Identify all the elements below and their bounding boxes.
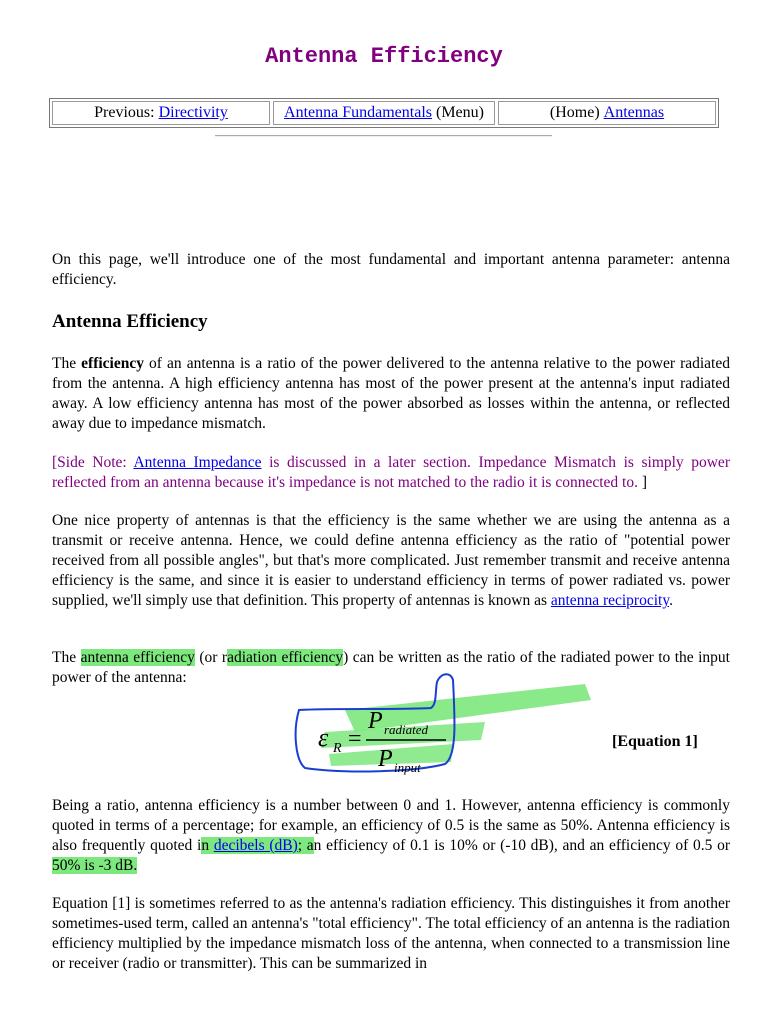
efficiency-term: efficiency bbox=[81, 355, 144, 372]
nav-cell-menu bbox=[273, 101, 495, 125]
text: [Side Note: bbox=[52, 454, 134, 471]
efficiency-paragraph bbox=[52, 354, 730, 434]
text: One nice property of antennas is that the efficiency is the same whether we are using the antenna as a transmit or receive antenna. Hence, we could define antenna efficiency as the ratio of "potential power received from all possible angles", but that's more complicated. Just remember transmit and receive antenna efficiency is the same, and since it is easier to understand efficiency in terms of power radiated vs. power supplied, we'll simply use that definition. This property of antennas is known as bbox=[52, 512, 730, 609]
nav-home-link[interactable]: Antennas bbox=[603, 104, 665, 121]
page-title: Antenna Efficiency bbox=[265, 44, 503, 69]
text: . bbox=[133, 857, 138, 874]
nav-previous-label: Previous: bbox=[94, 104, 159, 121]
total-efficiency-paragraph: Equation [1] is sometimes referred to as the antenna's radiation efficiency. This distinguishes it from another sometimes-used term, called an antenna's "total efficiency". The total efficiency of an antenna is the radiation efficiency multiplied by the impedance mismatch loss of the antenna, when connected to a transmission line or receiver (radio or transmitter). This can be summarized in bbox=[52, 895, 730, 972]
antenna-reciprocity-link[interactable]: antenna reciprocity bbox=[550, 592, 670, 609]
equals-sign: = bbox=[348, 726, 362, 752]
text: of an antenna is a ratio of the power delivered to the antenna relative to the power radiated from the antenna. A high efficiency antenna has most of the power present at the antenna's input radiated away. A low efficiency antenna has most of the power absorbed as losses within the antenna, or reflected away due to impedance mismatch. bbox=[52, 355, 730, 432]
reciprocity-paragraph bbox=[52, 511, 730, 611]
highlight: ; a bbox=[297, 837, 314, 854]
text: The bbox=[52, 355, 82, 372]
side-note bbox=[52, 453, 730, 493]
epsilon-subscript: R bbox=[333, 741, 342, 756]
nav-previous-link[interactable]: Directivity bbox=[158, 104, 228, 121]
text: . bbox=[669, 592, 673, 609]
section-heading: Antenna Efficiency bbox=[52, 311, 208, 332]
nav-cell-previous bbox=[52, 101, 270, 125]
equation-1 bbox=[290, 668, 590, 778]
text: is discussed in a later section. Impedance Mismatch is simply power reflected from an antenna because it's impedance is not matched to the radio it is connected to. bbox=[52, 454, 730, 491]
text: Being a ratio, antenna efficiency is a number between 0 and 1. However, antenna efficiency is commonly quoted in terms of a percentage; for example, an efficiency of 0.5 is the same as 50%. Antenna efficiency is also frequently quoted i bbox=[52, 797, 730, 854]
nav-menu-label: (Menu) bbox=[431, 104, 484, 121]
text: ) can be written as the ratio of the radiated power to the input power of the antenna: bbox=[52, 649, 730, 686]
equation-label: [Equation 1] bbox=[612, 733, 698, 750]
nav-cell-home bbox=[498, 101, 716, 125]
numerator-symbol: P bbox=[368, 708, 383, 734]
numerator-subscript: radiated bbox=[384, 722, 429, 737]
decibels-link[interactable]: decibels (dB) bbox=[213, 837, 298, 854]
highlight-3db: 50% is -3 dB bbox=[52, 857, 134, 874]
intro-paragraph: On this page, we'll introduce one of the most fundamental and important antenna parameter: antenna efficiency. bbox=[52, 251, 730, 288]
epsilon-symbol: ε bbox=[318, 723, 329, 752]
nav-table bbox=[49, 98, 719, 128]
nav-home-label: (Home) bbox=[549, 104, 604, 121]
text: The bbox=[52, 649, 81, 666]
text: (or r bbox=[194, 649, 228, 666]
highlight-radiation-efficiency: adiation efficiency bbox=[227, 649, 344, 666]
text: n efficiency of 0.1 is 10% or (-10 dB), and an efficiency of 0.5 or bbox=[313, 837, 731, 854]
denominator-symbol: P bbox=[378, 746, 393, 772]
divider bbox=[215, 135, 552, 137]
text: ] bbox=[637, 474, 648, 491]
highlight-antenna-efficiency: antenna efficiency bbox=[80, 649, 195, 666]
nav-menu-link[interactable]: Antenna Fundamentals bbox=[284, 104, 432, 121]
denominator-subscript: input bbox=[394, 760, 421, 775]
highlight: n bbox=[201, 837, 214, 854]
percentage-paragraph bbox=[52, 796, 730, 876]
antenna-impedance-link[interactable]: Antenna Impedance bbox=[133, 454, 262, 471]
